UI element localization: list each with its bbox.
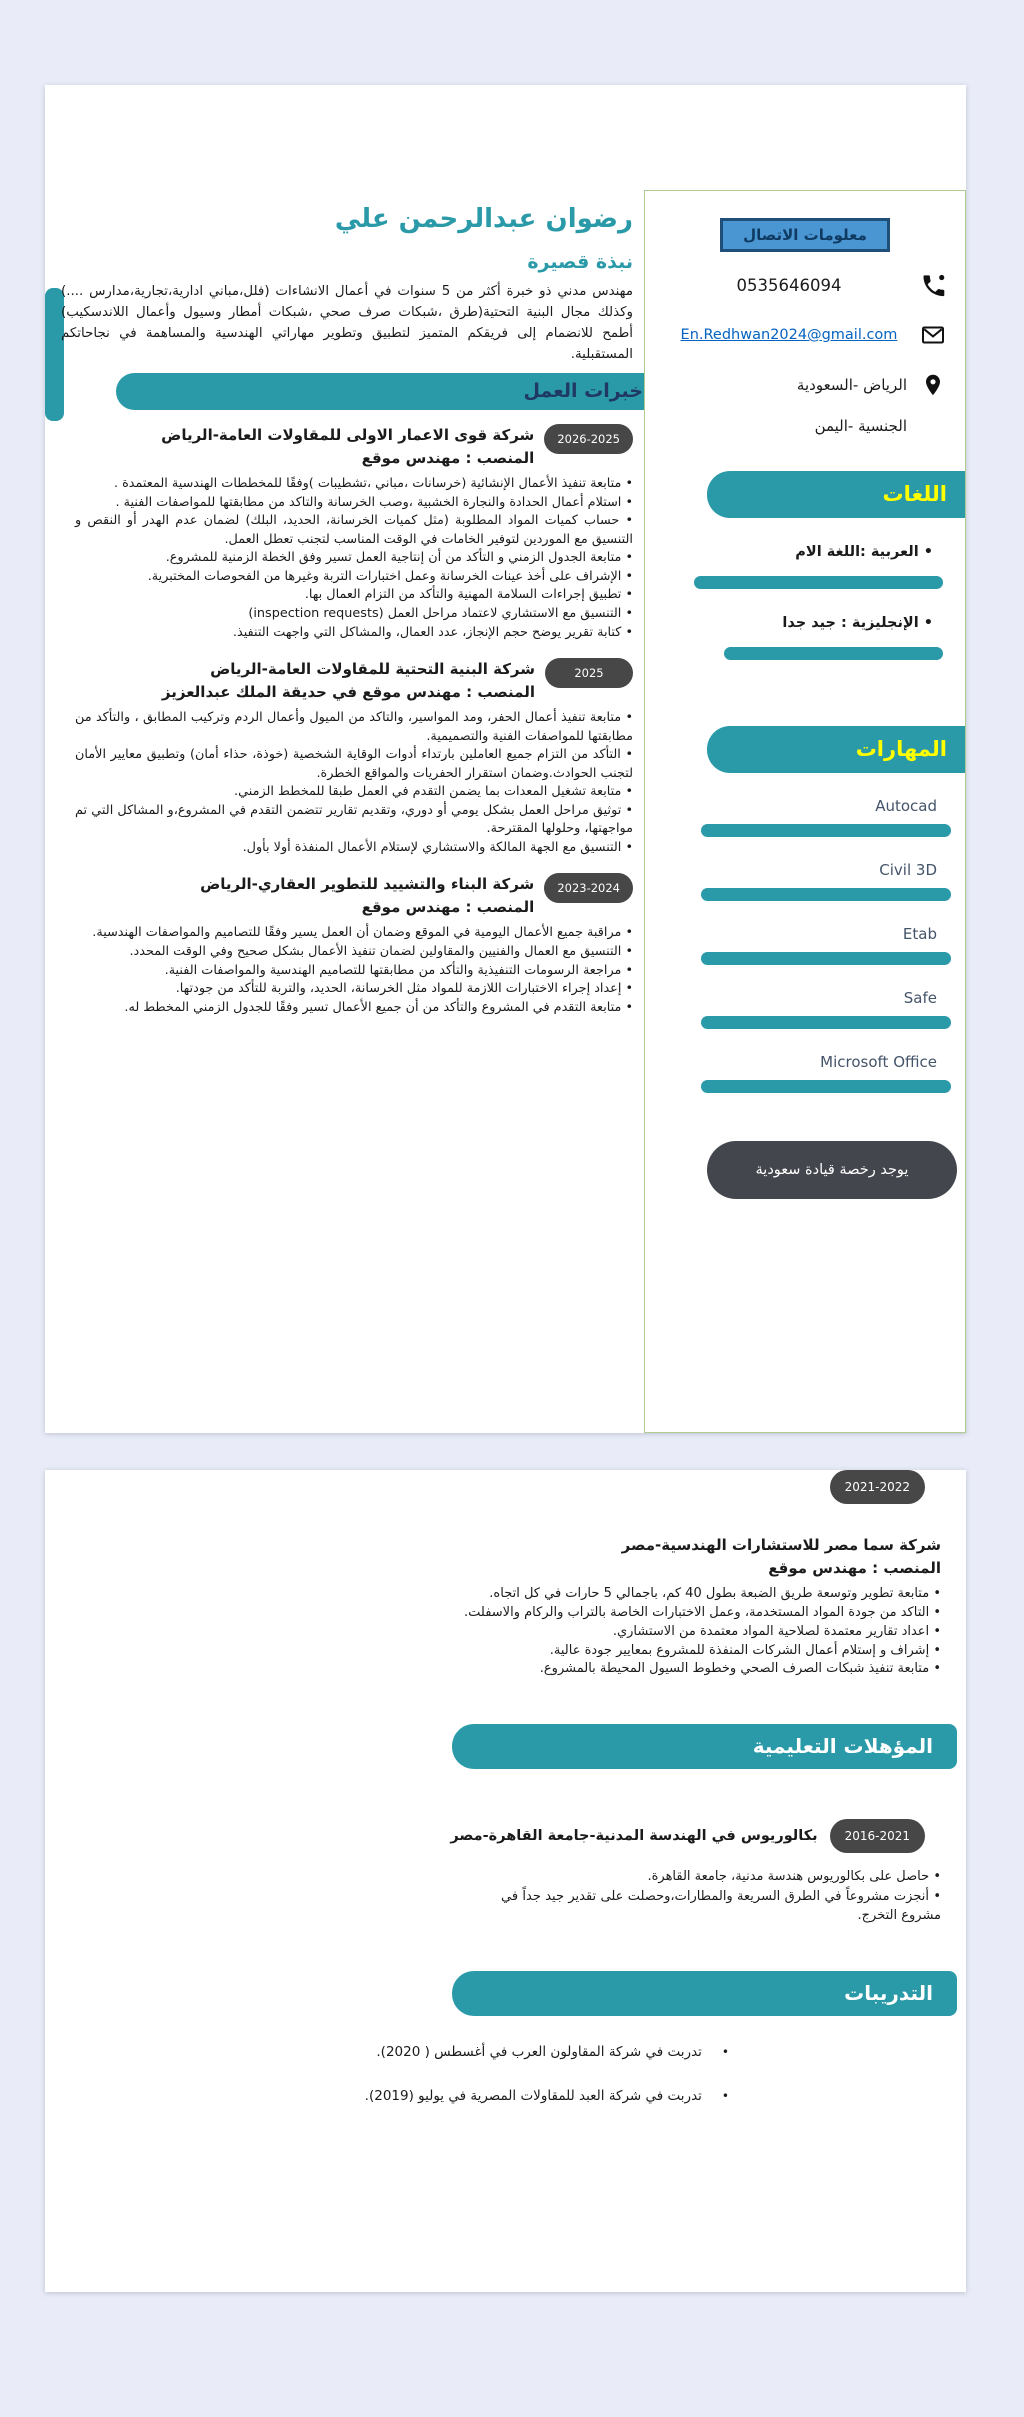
bullet-item: • متابعة تنفيذ الأعمال الإنشائية (خرسانات ،مباني ،تشطيبات )وفقًا للمخططات الهندسية المعتمدة .	[75, 475, 633, 494]
skill-name: Etab	[902, 925, 937, 943]
bullet-item: • التنسيق مع العمال والفنيين والمقاولين لضمان تنفيذ الأعمال بشكل صحيح وفي الوقت المحدد.	[75, 943, 633, 962]
job-entry	[70, 1470, 941, 1679]
language-level-bar	[694, 576, 943, 589]
training-item: • تدربت في شركة المقاولون العرب في أغسطس ( 2020).	[70, 2044, 729, 2060]
phone-row	[663, 268, 951, 302]
skill-name: Safe	[903, 989, 937, 1007]
job-position: المنصب : مهندس موقع	[361, 448, 535, 467]
bullet-item: • كتابة تقرير يوضح حجم الإنجاز، عدد العمال، والمشاكل التي واجهت التنفيذ.	[75, 624, 633, 643]
bullet-item: • توثيق مراحل العمل بشكل يومي أو دوري، وتقديم تقارير تتضمن التقدم في المشروع،و المشاكل التي تم مواجهتها، وحلولها المقترحة.	[75, 802, 633, 839]
skill-level-bar	[701, 1080, 951, 1093]
bullet-item: • التاكد من جودة المواد المستخدمة، وعمل الاختبارات الخاصة بالتراب والركام والاسفلت.	[387, 1604, 941, 1623]
education-degree: بكالوريوس في الهندسة المدنية-جامعة القاهرة-مصر	[450, 1828, 818, 1845]
education-bullets	[501, 1867, 941, 1926]
resume-page-2	[45, 1470, 966, 2292]
job-titles	[61, 873, 534, 918]
job-header	[61, 658, 633, 703]
skill-item	[701, 989, 951, 1029]
job-company: شركة قوى الاعمار الاولى للمقاولات العامة-الرياض	[161, 426, 535, 445]
nationality-text: الجنسية -اليمن	[814, 417, 907, 435]
phone-icon	[915, 272, 951, 299]
trainings-section-title: التدريبات	[844, 1980, 933, 2005]
job-position: المنصب : مهندس موقع في حديقة الملك عبدالعزيز	[161, 682, 535, 701]
languages-list	[645, 544, 965, 660]
experience-list-continued	[70, 1470, 941, 1679]
language-label: • العربية :اللغة الام	[694, 544, 943, 560]
skills-list	[645, 797, 965, 1093]
skill-level-bar	[701, 952, 951, 965]
skill-item	[701, 1053, 951, 1093]
contact-info-title: معلومات الاتصال	[720, 218, 890, 252]
job-bullets	[75, 475, 633, 642]
skills-section-title: المهارات	[855, 737, 947, 761]
bullet-item: • إشراف و إستلام أعمال الشركات المنفذة للمشروع بمعايير جودة عالية.	[387, 1642, 941, 1661]
location-text: الرياض -السعودية	[796, 376, 907, 394]
job-header	[61, 873, 633, 918]
skill-level-bar	[701, 824, 951, 837]
language-label: • الإنجليزية : جيد جدا	[694, 615, 943, 631]
job-date-badge: 2025	[545, 658, 633, 688]
summary-text: مهندس مدني ذو خبرة أكثر من 5 سنوات في أعمال الانشاءات (فلل،مباني ادارية،تجارية،مدارس ....) وكذلك مجال البنية التحتية(طرق ،شبكات صرف صحي ،شبكات أمطار وسيول وأعمال اللاندسكيب) أطمح للانضمام إلى فريقكم المتميز لتطبيق وتطوير مهاراتي الهندسية والمساهمة في نجاحاتكم المستقبلية.	[61, 283, 633, 363]
section-banner-experience	[116, 373, 659, 410]
bullet-item: • التنسيق مع الجهة المالكة والاستشاري لإستلام الأعمال المنفذة أولا بأول.	[75, 839, 633, 858]
location-row	[663, 368, 951, 402]
education-entry-header	[70, 1819, 925, 1853]
bullet-item: • متابعة التقدم في المشروع والتأكد من أن جميع الأعمال تسير وفقًا للجدول الزمني المخطط له.	[75, 999, 633, 1018]
job-bullets	[75, 709, 633, 857]
job-company: شركة البناء والتشييد للتطوير العقاري-الرياض	[200, 875, 535, 894]
skill-item	[701, 861, 951, 901]
bullet-item: • متابعة تطوير وتوسعة طريق الضبعة بطول 40 كم، باجمالي 5 حارات في كل اتجاه.	[387, 1585, 941, 1604]
job-position: المنصب : مهندس موقع	[768, 1558, 941, 1577]
language-item	[694, 615, 943, 660]
job-bullets	[75, 924, 633, 1017]
section-banner-skills	[707, 726, 965, 773]
bullet-item: • التأكد من التزام جميع العاملين بارتداء أدوات الوقاية الشخصية (خوذة، حذاء أمان) وتطبيق معايير الأمان لتجنب الحوادث.وضمان استقرار الحفريات والمواقع الخطرة.	[75, 746, 633, 783]
experience-section-title: خبرات العمل	[523, 380, 643, 403]
job-entry	[61, 658, 633, 857]
skill-level-bar	[701, 888, 951, 901]
bullet-item: • تطبيق إجراءات السلامة المهنية والتأكد من التزام العمال بها.	[75, 586, 633, 605]
summary-title: نبذة قصيرة	[527, 250, 633, 273]
job-position: المنصب : مهندس موقع	[361, 897, 535, 916]
skill-item	[701, 925, 951, 965]
sidebar	[644, 190, 966, 1433]
bullet-item: • متابعة تنفيذ أعمال الحفر، ومد المواسير، والتاكد من الميول وأعمال الردم وتركيب المطابق ، والتأكد من مطابقتها للمواصفات الفنية والتصميمية.	[75, 709, 633, 746]
candidate-name: رضوان عبدالرحمن علي	[334, 204, 633, 234]
job-titles	[61, 424, 534, 469]
bullet-item: • متابعة الجدول الزمني و التأكد من أن إنتاجية العمل تسير وفق الخطة الزمنية للمشروع.	[75, 549, 633, 568]
training-item: • تدربت في شركة العبد للمقاولات المصرية في يوليو (2019).	[70, 2088, 729, 2104]
skill-name: Microsoft Office	[820, 1053, 937, 1071]
skill-level-bar	[701, 1016, 951, 1029]
job-entry	[61, 873, 633, 1017]
bullet-item: • استلام أعمال الحدادة والنجارة الخشبية ،وصب الخرسانة والتاكد من مطابقتها للمواصفات الفنية .	[75, 494, 633, 513]
job-entry	[61, 424, 633, 642]
language-level-bar	[724, 647, 943, 660]
phone-number: 0535646094	[736, 275, 842, 295]
bullet-item: • إعداد إجراء الاختبارات اللازمة للمواد مثل الخرسانة، الحديد، والتربة للتأكد من جودتها.	[75, 980, 633, 999]
job-bullets	[387, 1585, 941, 1679]
bullet-item: • متابعة تنفيذ شبكات الصرف الصحي وخطوط السيول المحيطة بالمشروع.	[387, 1660, 941, 1679]
languages-section-title: اللغات	[882, 482, 947, 506]
skill-name: Civil 3D	[879, 861, 937, 879]
job-date-badge: 2021-2022	[830, 1470, 925, 1504]
bullet-item: • مراجعة الرسومات التنفيذية والتأكد من مطابقتها للتصاميم الهندسية والمواصفات الفنية.	[75, 962, 633, 981]
job-company: شركة البنية التحتية للمقاولات العامة-الرياض	[210, 660, 535, 679]
skill-item	[701, 797, 951, 837]
section-banner-languages	[707, 471, 965, 518]
section-banner-trainings	[452, 1971, 957, 2016]
bullet-item: • حساب كميات المواد المطلوبة (مثل كميات الخرسانة، الحديد، البلك) لضمان عدم الهدر أو النقص و التنسيق مع الموردين لتوفير الخامات في الوقت المناسب لتجنب تعطل العمل.	[75, 512, 633, 549]
language-item	[694, 544, 943, 589]
bullet-item: • حاصل على بكالوريوس هندسة مدنية، جامعة القاهرة.	[501, 1867, 941, 1887]
job-date-badge: 2023-2024	[544, 873, 633, 903]
experience-list	[61, 424, 633, 1017]
section-banner-education	[452, 1724, 957, 1769]
bullet-item: • أنجزت مشروعاً في الطرق السريعة والمطارات،وحصلت على تقدير جيد جداً في مشروع التخرج.	[501, 1887, 941, 1926]
bullet-item: • اعداد تقارير معتمدة لصلاحية المواد معتمدة من الاستشاري.	[387, 1623, 941, 1642]
education-section-title: المؤهلات التعليمية	[752, 1734, 933, 1759]
skill-name: Autocad	[875, 797, 937, 815]
location-pin-icon	[915, 371, 951, 399]
bullet-item: • مراقبة جميع الأعمال اليومية في الموقع وضمان أن العمل يسير وفقًا للتصاميم والمواصفات الهندسية.	[75, 924, 633, 943]
bullet-item: • التنسيق مع الاستشاري لاعتماد مراحل العمل (inspection requests)	[75, 605, 633, 624]
bullet-item: • متابعة تشغيل المعدات بما يضمن التقدم في العمل طبقا للمخطط الزمني.	[75, 783, 633, 802]
job-header	[61, 424, 633, 469]
email-row	[663, 318, 951, 352]
education-date-badge: 2016-2021	[830, 1819, 925, 1853]
bullet-item: • الإشراف على أخذ عينات الخرسانة وعمل اختبارات التربة وغيرها من الفحوصات المختبرية.	[75, 568, 633, 587]
main-column	[61, 85, 643, 1033]
job-company: شركة سما مصر للاستشارات الهندسية-مصر	[621, 1536, 941, 1554]
job-titles	[61, 658, 535, 703]
driving-license-badge: يوجد رخصة قيادة سعودية	[707, 1141, 957, 1199]
resume-page-1	[45, 85, 966, 1433]
email-icon	[915, 323, 951, 347]
trainings-list	[70, 2044, 941, 2104]
email-link[interactable]: En.Redhwan2024@gmail.com	[680, 327, 898, 343]
job-date-badge: 2026-2025	[544, 424, 633, 454]
job-date-row	[70, 1470, 925, 1504]
